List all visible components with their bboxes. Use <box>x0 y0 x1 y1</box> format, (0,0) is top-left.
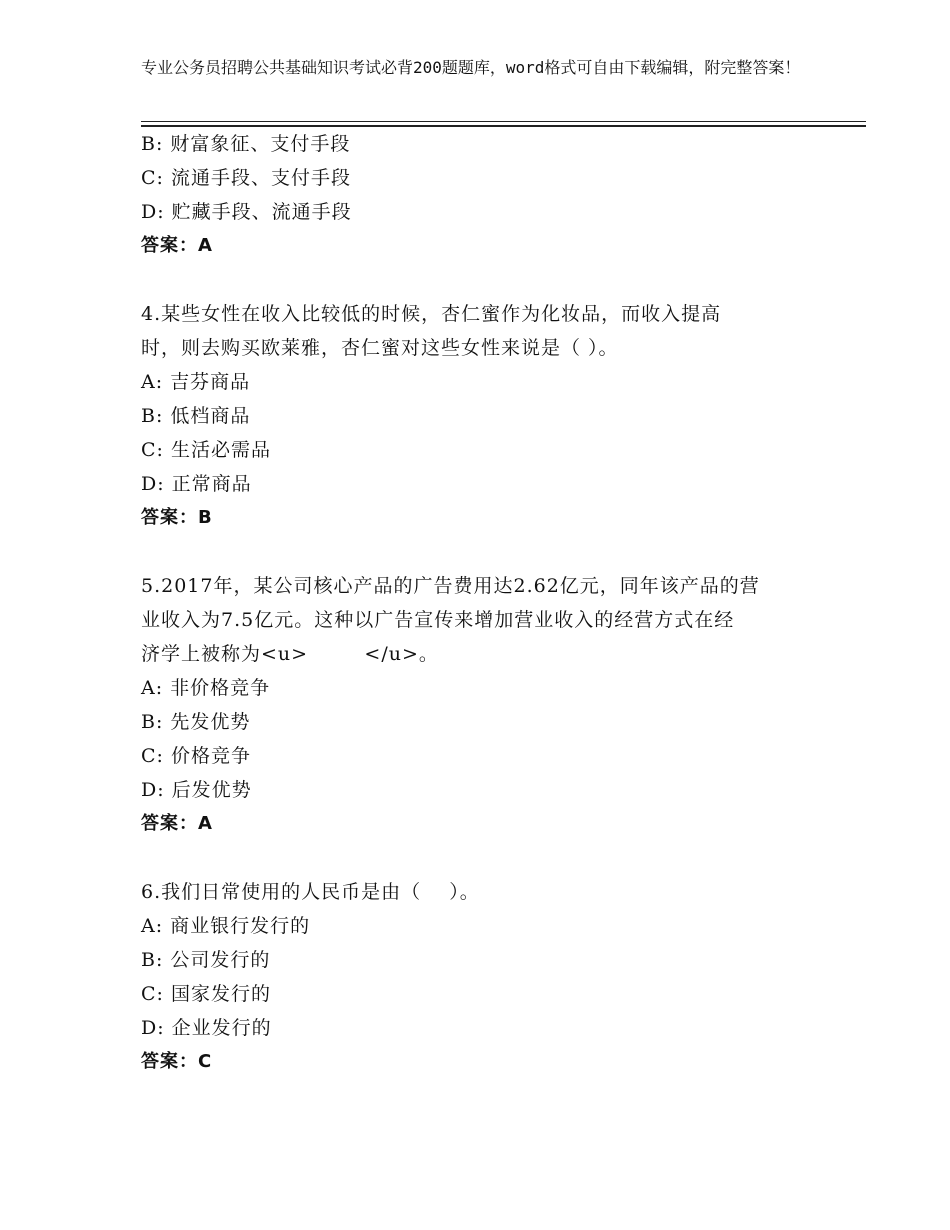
answer-label: 答案：B <box>141 507 213 528</box>
option-a: A: 商业银行发行的 <box>141 915 311 937</box>
question-list <box>141 127 841 1079</box>
option-c: C: 价格竞争 <box>141 745 251 767</box>
answer-label: 答案：C <box>141 1051 213 1072</box>
option-d: D: 后发优势 <box>141 779 252 801</box>
option-b: B: 低档商品 <box>141 405 251 427</box>
option-b: B: 财富象征、支付手段 <box>141 133 351 155</box>
option-b: B: 公司发行的 <box>141 949 271 971</box>
option-c: C: 生活必需品 <box>141 439 271 461</box>
question-4 <box>141 297 841 535</box>
question-stem-line: 济学上被称为<u> </u>。 <box>141 643 439 665</box>
option-d: D: 正常商品 <box>141 473 252 495</box>
option-d: D: 贮藏手段、流通手段 <box>141 201 352 223</box>
option-b: B: 先发优势 <box>141 711 251 733</box>
question-stem-line: 6.我们日常使用的人民币是由（ ）。 <box>141 881 480 903</box>
question-stem-line: 5.2017年，某公司核心产品的广告费用达2.62亿元，同年该产品的营 <box>141 575 760 597</box>
header-title: 专业公务员招聘公共基础知识考试必背200题题库，word格式可自由下载编辑，附完整答案！ <box>141 58 801 77</box>
option-c: C: 流通手段、支付手段 <box>141 167 351 189</box>
question-6 <box>141 875 841 1079</box>
option-d: D: 企业发行的 <box>141 1017 272 1039</box>
answer-label: 答案：A <box>141 235 213 256</box>
question-stem-line: 时，则去购买欧莱雅，杏仁蜜对这些女性来说是（ ）。 <box>141 337 619 359</box>
answer-label: 答案：A <box>141 813 213 834</box>
option-a: A: 吉芬商品 <box>141 371 251 393</box>
question-5 <box>141 569 841 841</box>
question-stem-line: 业收入为7.5亿元。这种以广告宣传来增加营业收入的经营方式在经 <box>141 609 735 631</box>
option-c: C: 国家发行的 <box>141 983 271 1005</box>
question-stem-line: 4.某些女性在收入比较低的时候，杏仁蜜作为化妆品，而收入提高 <box>141 303 722 325</box>
question-3-continued <box>141 127 841 263</box>
option-a: A: 非价格竞争 <box>141 677 271 699</box>
document-header <box>141 57 841 79</box>
